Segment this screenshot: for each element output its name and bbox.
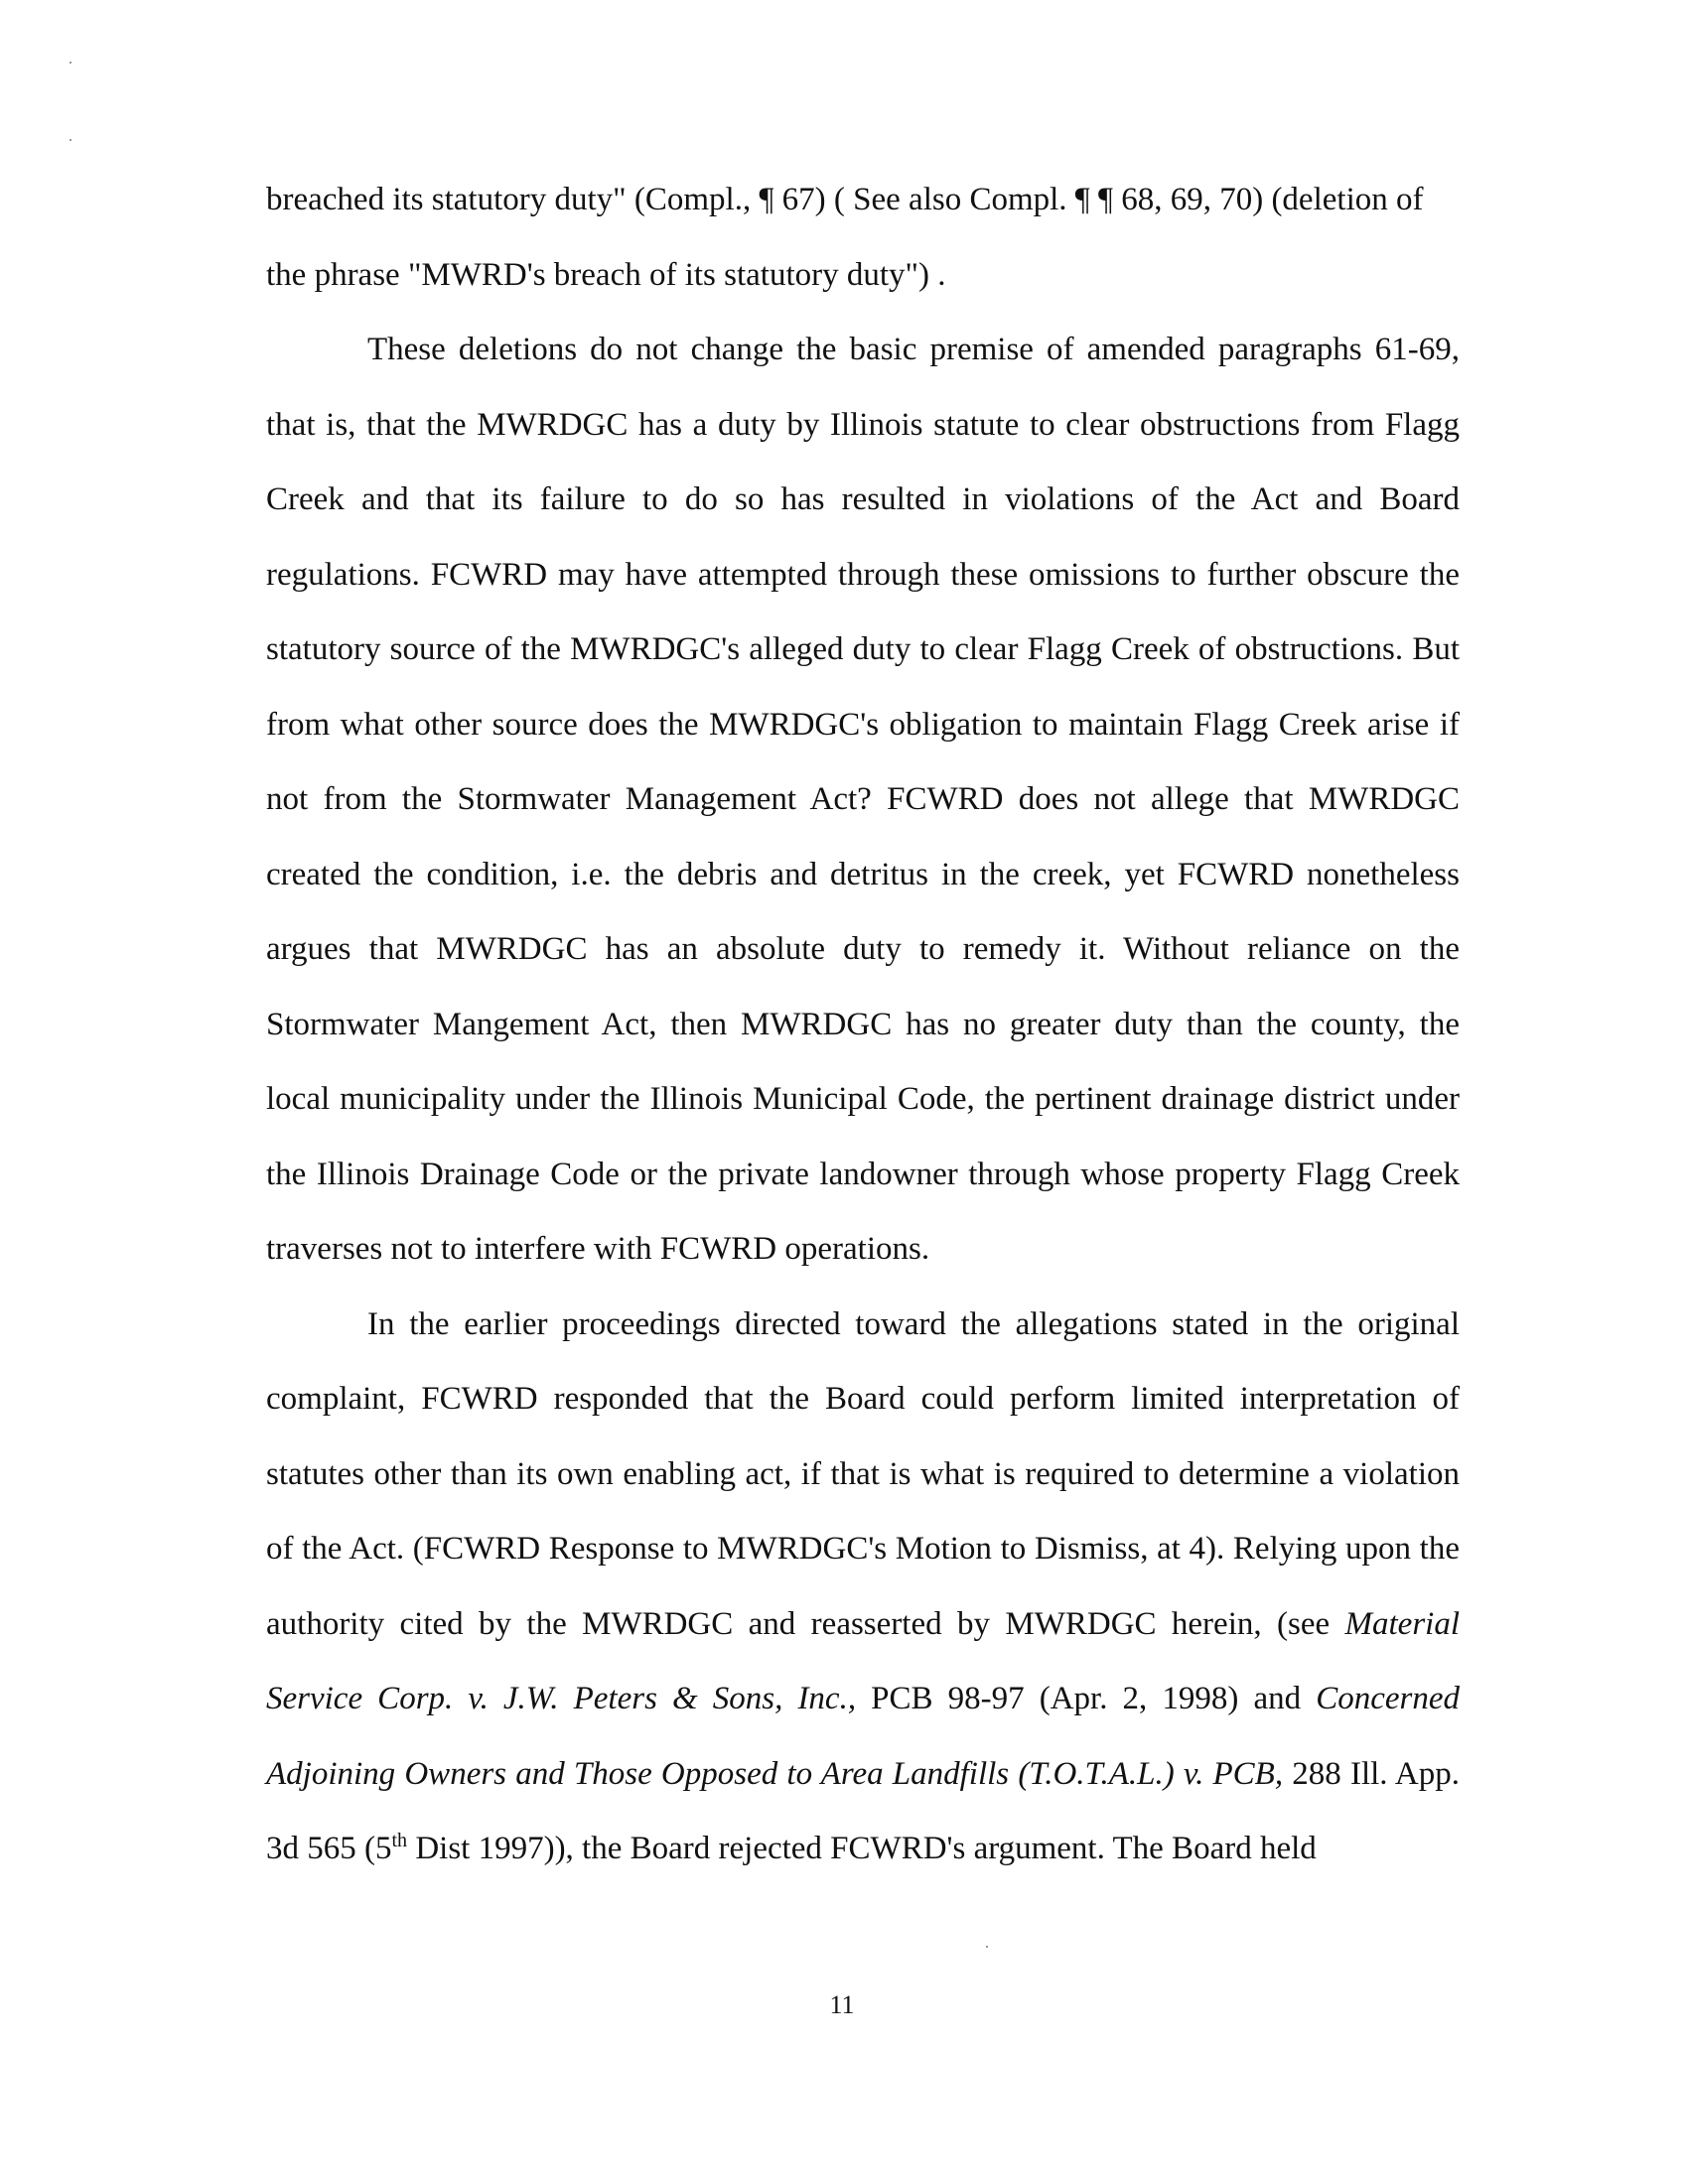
case-citation: Concerned Adjoining Owners and Those Opposed to Area Landfills (T.O.T.A.L.) v. PCB, [266, 1681, 1460, 1792]
case-citation: Material Service Corp. v. J.W. Peters & Sons, Inc., [266, 1605, 1460, 1716]
paragraph-text: Dist 1997)), the Board rejected FCWRD's argument. The Board held [407, 1831, 1317, 1866]
paragraph [266, 1288, 1460, 1887]
paragraph-text: In the earlier proceedings directed toward the allegations stated in the original complaint, FCWRD responded that the Board could perform limited interpretation of statutes other than its own enabling act, if that is what is required to determine a violation of the Act. (FCWRD Response to MWRDGC's Motion to Dismiss, at 4). Relying upon the authority cited by the MWRDGC and reasserted by MWRDGC herein, (see [266, 1305, 1460, 1642]
paragraph-line: breached its statutory duty" (Compl., ¶ 67) ( See also Compl. ¶ ¶ 68, 69, 70) (deletion of [266, 182, 1424, 217]
paragraph-line: the phrase "MWRD's breach of its statutory duty") . [266, 256, 946, 293]
paragraph-text: 288 Ill. App. 3d 565 (5 [266, 1755, 1460, 1866]
paragraph-continuation [266, 163, 1460, 313]
page-number: 11 [829, 1990, 855, 2019]
superscript: th [391, 1830, 408, 1851]
scan-speck [70, 62, 71, 64]
document-body [266, 163, 1460, 1887]
scan-speck [986, 1946, 988, 1948]
paragraph: These deletions do not change the basic premise of amended paragraphs 61-69, that is, that the MWRDGC has a duty by Illinois statute to clear obstructions from Flagg Creek and that its failure to do so has resulted in violations of the Act and Board regulations. FCWRD may have attempted through these omissions to further obscure the statutory source of the MWRDGC's alleged duty to clear Flagg Creek of obstructions. But from what other source does the MWRDGC's obligation to maintain Flagg Creek arise if not from the Stormwater Management Act? FCWRD does not allege that MWRDGC created the condition, i.e. the debris and detritus in the creek, yet FCWRD nonetheless argues that MWRDGC has an absolute duty to remedy it. Without reliance on the Stormwater Mangement Act, then MWRDGC has no greater duty than the county, the local municipality under the Illinois Municipal Code, the pertinent drainage district under the Illinois Drainage Code or the private landowner through whose property Flagg Creek traverses not to interfere with FCWRD operations. [266, 332, 1460, 1267]
paragraph-text: PCB 98-97 (Apr. 2, 1998) and [856, 1681, 1317, 1716]
scan-speck [70, 139, 71, 141]
